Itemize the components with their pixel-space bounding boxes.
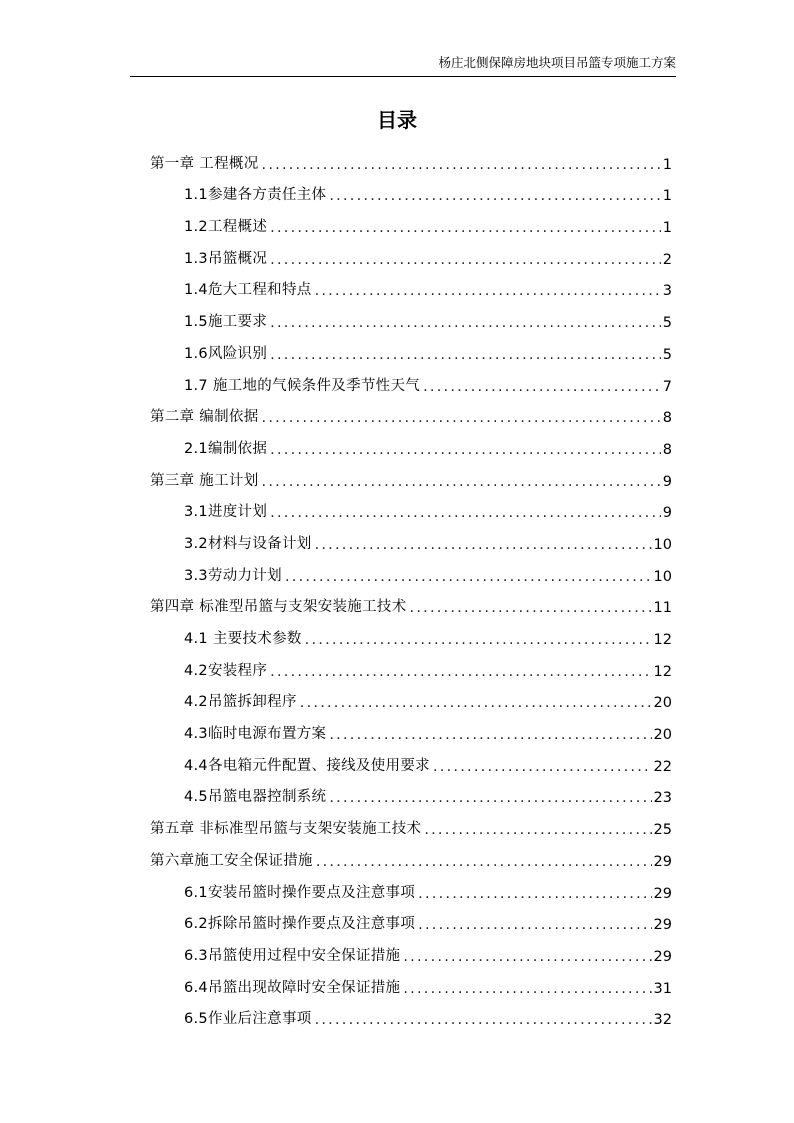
- toc-entry-title: 1.4危大工程和特点: [184, 282, 312, 299]
- toc-page-number: 22: [653, 758, 672, 775]
- toc-section-entry[interactable]: [150, 363, 672, 395]
- toc-chapter-entry[interactable]: [150, 585, 672, 617]
- toc-entry-title: 4.5吊篮电器控制系统: [184, 789, 327, 806]
- toc-title: 目录: [377, 108, 417, 132]
- toc-page-number: 12: [653, 632, 672, 648]
- toc-entry-title: 1.5施工要求: [184, 314, 268, 331]
- toc-entry-title: 4.2吊篮拆卸程序: [184, 694, 297, 711]
- toc-dot-leader: [315, 1012, 652, 1028]
- table-of-contents: [150, 141, 672, 1028]
- toc-entry-title: 3.1进度计划: [184, 504, 268, 521]
- toc-page-number: 5: [662, 346, 672, 363]
- toc-page-number: 12: [653, 663, 672, 680]
- toc-page-number: 1: [662, 156, 672, 173]
- toc-dot-leader: [270, 442, 661, 458]
- toc-page-number: 2: [662, 251, 672, 268]
- toc-page-number: 1: [662, 220, 672, 237]
- toc-section-entry[interactable]: [150, 521, 672, 553]
- toc-section-entry[interactable]: [150, 268, 672, 300]
- toc-entry-title: 6.1安装吊篮时操作要点及注意事项: [184, 884, 416, 901]
- toc-section-entry[interactable]: [150, 997, 672, 1029]
- toc-dot-leader: [270, 347, 661, 363]
- toc-section-entry[interactable]: [150, 743, 672, 775]
- toc-section-entry[interactable]: [150, 775, 672, 807]
- toc-dot-leader: [305, 632, 652, 648]
- toc-page-number: 23: [653, 790, 672, 807]
- toc-section-entry[interactable]: [150, 965, 672, 997]
- toc-entry-title: 第二章 编制依据: [150, 409, 259, 426]
- toc-section-entry[interactable]: [150, 870, 672, 902]
- toc-entry-title: 第四章 标准型吊篮与支架安装施工技术: [150, 599, 407, 616]
- toc-dot-leader: [410, 600, 652, 616]
- toc-dot-leader: [424, 822, 651, 838]
- toc-entry-title: 6.4吊篮出现故障时安全保证措施: [184, 979, 401, 996]
- toc-dot-leader: [403, 981, 651, 997]
- toc-dot-leader: [418, 917, 651, 933]
- toc-entry-title: 3.2材料与设备计划: [184, 535, 312, 552]
- toc-section-entry[interactable]: [150, 299, 672, 331]
- toc-dot-leader: [316, 854, 652, 870]
- toc-entry-title: 4.1 主要技术参数: [184, 631, 302, 647]
- toc-page-number: 1: [662, 188, 672, 205]
- toc-page-number: 32: [653, 1012, 672, 1029]
- toc-dot-leader: [403, 949, 651, 965]
- toc-dot-leader: [270, 252, 661, 268]
- toc-page-number: 8: [662, 410, 672, 427]
- toc-page-number: 29: [653, 917, 672, 934]
- toc-section-entry[interactable]: [150, 426, 672, 458]
- toc-page-number: 20: [653, 727, 672, 744]
- toc-chapter-entry[interactable]: [150, 458, 672, 490]
- toc-page-number: 5: [662, 315, 672, 332]
- toc-page-number: 3: [662, 283, 672, 300]
- toc-chapter-entry[interactable]: [150, 806, 672, 838]
- toc-section-entry[interactable]: [150, 648, 672, 680]
- toc-entry-title: 6.3吊篮使用过程中安全保证措施: [184, 947, 401, 964]
- toc-dot-leader: [270, 315, 661, 331]
- toc-chapter-entry[interactable]: [150, 838, 672, 870]
- toc-entry-title: 第三章 施工计划: [150, 472, 259, 489]
- toc-entry-title: 1.6风险识别: [184, 345, 268, 362]
- toc-dot-leader: [270, 505, 661, 521]
- toc-dot-leader: [285, 569, 652, 585]
- toc-entry-title: 3.3劳动力计划: [184, 567, 282, 584]
- toc-dot-leader: [262, 410, 661, 426]
- toc-dot-leader: [418, 886, 651, 902]
- toc-dot-leader: [315, 537, 652, 553]
- toc-section-entry[interactable]: [150, 173, 672, 205]
- toc-page-number: 29: [653, 948, 672, 965]
- toc-section-entry[interactable]: [150, 711, 672, 743]
- toc-entry-title: 4.4各电箱元件配置、接线及使用要求: [184, 757, 430, 774]
- toc-section-entry[interactable]: [150, 204, 672, 236]
- toc-page-number: 31: [653, 980, 672, 997]
- toc-dot-leader: [329, 727, 651, 743]
- toc-page-number: 10: [653, 536, 672, 553]
- toc-entry-title: 6.2拆除吊篮时操作要点及注意事项: [184, 916, 416, 933]
- toc-dot-leader: [300, 695, 652, 711]
- toc-section-entry[interactable]: [150, 933, 672, 965]
- toc-entry-title: 4.2安装程序: [184, 662, 268, 679]
- toc-dot-leader: [433, 759, 652, 775]
- toc-entry-title: 1.3吊篮概况: [184, 250, 268, 267]
- toc-chapter-entry[interactable]: [150, 395, 672, 427]
- toc-dot-leader: [262, 157, 661, 173]
- toc-page-number: 29: [653, 853, 672, 870]
- toc-page-number: 9: [662, 505, 672, 522]
- toc-entry-title: 1.1参建各方责任主体: [184, 187, 327, 204]
- toc-entry-title: 第五章 非标准型吊篮与支架安装施工技术: [150, 821, 422, 838]
- toc-section-entry[interactable]: [150, 902, 672, 934]
- toc-section-entry[interactable]: [150, 331, 672, 363]
- toc-page-number: 10: [653, 568, 672, 585]
- toc-page-number: 20: [653, 695, 672, 712]
- toc-section-entry[interactable]: [150, 490, 672, 522]
- page-header: [130, 54, 676, 77]
- toc-dot-leader: [329, 188, 660, 204]
- toc-entry-title: 2.1编制依据: [184, 440, 268, 457]
- toc-dot-leader: [262, 474, 661, 490]
- toc-page-number: 29: [653, 885, 672, 902]
- toc-entry-title: 第六章施工安全保证措施: [150, 852, 313, 869]
- toc-section-entry[interactable]: [150, 553, 672, 585]
- header-text: 杨庄北侧保障房地块项目吊篮专项施工方案: [438, 55, 676, 70]
- toc-page-number: 8: [662, 441, 672, 458]
- toc-entry-title: 1.7 施工地的气候条件及季节性天气: [184, 377, 421, 394]
- toc-page-number: 9: [662, 473, 672, 490]
- toc-page-number: 7: [662, 378, 672, 395]
- toc-chapter-entry[interactable]: [150, 141, 672, 173]
- toc-dot-leader: [270, 220, 661, 236]
- toc-section-entry[interactable]: [150, 616, 672, 648]
- toc-entry-title: 4.3临时电源布置方案: [184, 726, 327, 743]
- toc-entry-title: 第一章 工程概况: [150, 155, 259, 172]
- toc-section-entry[interactable]: [150, 236, 672, 268]
- toc-dot-leader: [315, 283, 661, 299]
- toc-entry-title: 1.2工程概述: [184, 219, 268, 236]
- toc-page-number: 11: [653, 600, 672, 617]
- toc-dot-leader: [270, 664, 651, 680]
- toc-section-entry[interactable]: [150, 680, 672, 712]
- toc-dot-leader: [329, 790, 651, 806]
- toc-page-number: 25: [653, 822, 672, 839]
- toc-entry-title: 6.5作业后注意事项: [184, 1011, 312, 1028]
- toc-dot-leader: [423, 379, 661, 395]
